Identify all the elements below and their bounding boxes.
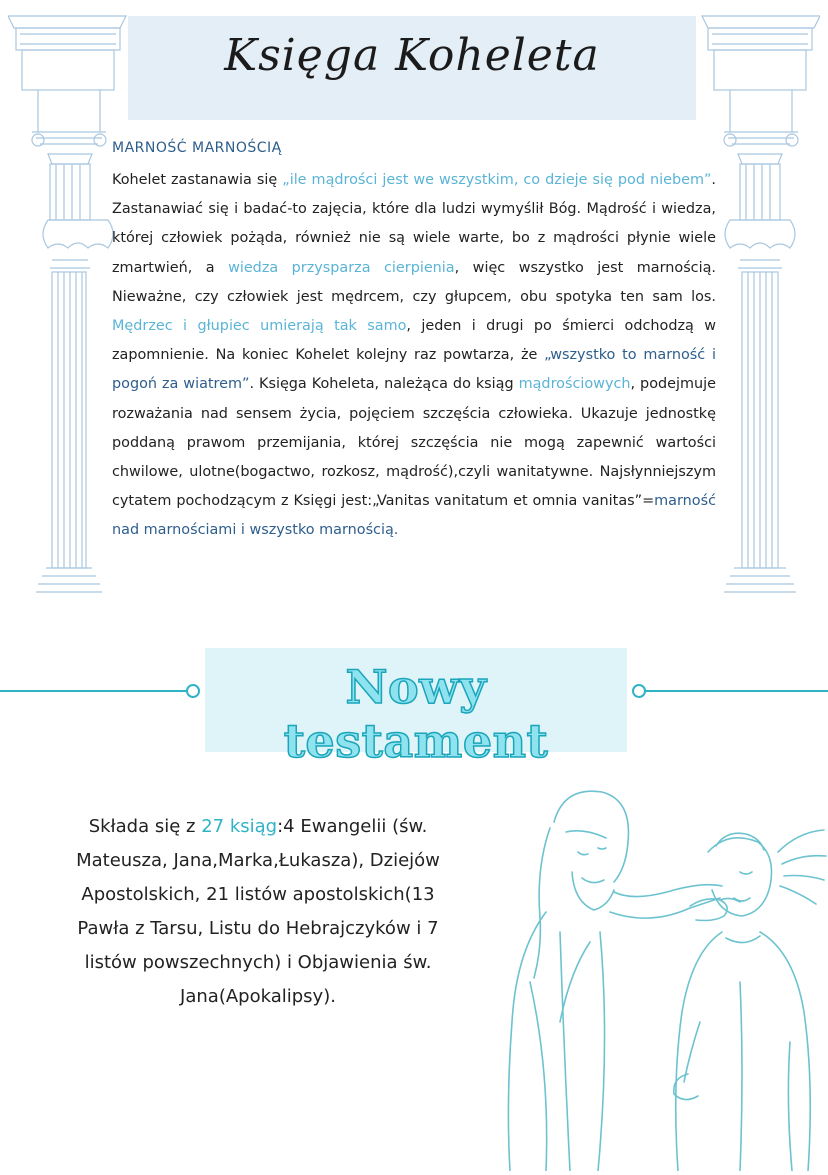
- quote-highlight: Mędrzec i głupiec umierają tak samo: [112, 318, 407, 335]
- divider-line-right: [642, 690, 828, 692]
- body-text-segment: Kohelet zastanawia się: [112, 172, 283, 188]
- nt-description: [58, 810, 458, 1014]
- jesus-healing-illustration: [490, 782, 828, 1175]
- divider-dot-right: [632, 684, 646, 698]
- quote-highlight: „ile mądrości jest we wszystkim, co dzieje się pod niebem”: [282, 172, 712, 188]
- divider-dot-left: [186, 684, 200, 698]
- body-text-segment: . Zastanawiać się i badać-to zajęcia, które dla ludzi wymyślił Bóg. Mądrość i wiedza, której człowiek pożąda, również nie są wiele warte, bo z mądrości płynie wiele zmartwień, a: [112, 172, 716, 276]
- nt-text-segment: :4 Ewangelii (św. Mateusza, Jana,Marka,Łukasza), Dziejów Apostolskich, 21 listów apostolskich(13 Pawła z Tarsu, Listu do Hebrajczyków i 7 listów powszechnych) i Objawienia św. Jana(Apokalipsy).: [76, 816, 440, 1007]
- quote-highlight: „wszystko to marność i pogoń za wiatrem”: [112, 347, 717, 393]
- quote-highlight: wiedza przysparza cierpienia: [228, 259, 455, 276]
- body-text-segment: , jeden i drugi po śmierci odchodzą w zapomnienie. Na koniec Kohelet kolejny raz powtarza, że: [112, 318, 717, 364]
- ionic-column-right-illustration: [700, 14, 820, 598]
- section-heading: MARNOŚĆ MARNOŚCIĄ: [112, 140, 282, 156]
- section-body: [112, 166, 716, 546]
- body-text-segment: . Księga Koheleta, należąca do ksiąg: [249, 376, 519, 393]
- quote-highlight: marność nad marnościami i wszystko marnością.: [112, 493, 716, 539]
- page-title: Księga Koheleta: [224, 30, 600, 81]
- divider-line-left: [0, 690, 190, 692]
- nt-title: Nowy testament: [283, 660, 549, 768]
- body-text-segment: , podejmuje rozważania nad sensem życia, pojęciem szczęścia człowieka. Ukazuje jednostkę poddaną prawom przemijania, której szczęścia nie mogą zapewnić wartości chwilowe, ulotne(bogactwo, rozkosz, mądrość),czyli wanitatywne. Najsłynniejszym cytatem pochodzącym z Księgi jest:„Vanitas vanitatum et omnia vanitas”=: [112, 376, 716, 510]
- body-text-segment: , więc wszystko jest marnością. Nieważne, czy człowiek jest mędrcem, czy głupcem, obu spotyka ten sam los.: [112, 259, 716, 305]
- ionic-column-left-illustration: [8, 14, 128, 598]
- book-count-highlight: 27 ksiąg: [201, 816, 278, 837]
- quote-highlight: mądrościowych: [518, 376, 631, 393]
- nt-text-segment: Składa się z: [88, 816, 202, 837]
